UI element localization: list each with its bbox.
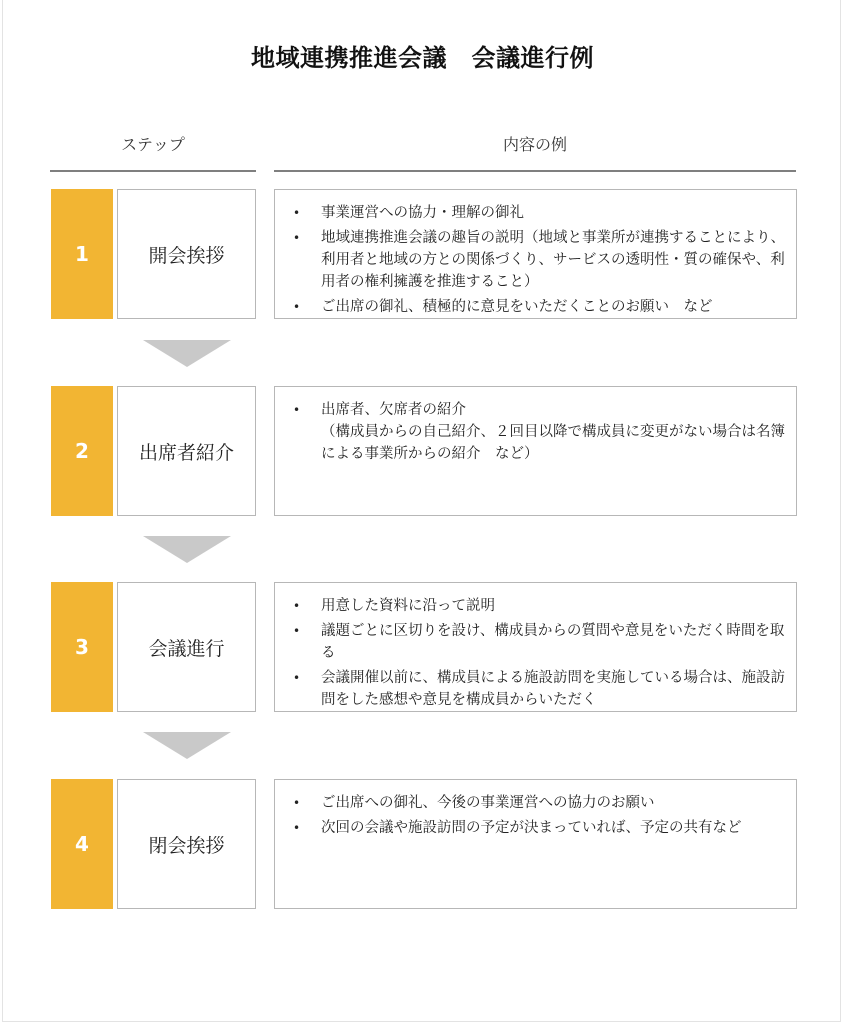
bullet-icon: •	[293, 300, 301, 314]
bullet-icon: •	[293, 403, 301, 417]
list-item: • 会議開催以前に、構成員による施設訪問を実施している場合は、施設訪問をした感想や意見を構成員からいただく	[285, 667, 788, 711]
step-name: 会議進行	[117, 582, 256, 712]
column-header-content: 内容の例	[502, 135, 567, 154]
step-row-1	[0, 189, 845, 319]
step-number: 3	[51, 582, 113, 712]
step-content	[274, 386, 797, 516]
list-item: • 出席者、欠席者の紹介 （構成員からの自己紹介、２回目以降で構成員に変更がない場合は名簿による事業所からの紹介 など）	[285, 399, 788, 465]
header-divider-step	[50, 170, 256, 172]
list-item: • 地域連携推進会議の趣旨の説明（地域と事業所が連携することにより、利用者と地域の方との関係づくり、サービスの透明性・質の確保や、利用者の権利擁護を推進すること）	[285, 227, 788, 293]
bullet-icon: •	[293, 821, 301, 835]
step-row-3	[0, 582, 845, 712]
header-divider-content	[274, 170, 796, 172]
step-row-4	[0, 779, 845, 909]
bullet-icon: •	[293, 599, 301, 613]
list-item: • 用意した資料に沿って説明	[285, 595, 788, 617]
step-name: 閉会挨拶	[117, 779, 256, 909]
bullet-icon: •	[293, 231, 301, 245]
step-number: 2	[51, 386, 113, 516]
list-item: • 事業運営への協力・理解の御礼	[285, 202, 788, 224]
step-name: 開会挨拶	[117, 189, 256, 319]
down-arrow-icon	[143, 732, 231, 759]
step-name: 出席者紹介	[117, 386, 256, 516]
down-arrow-icon	[143, 536, 231, 563]
step-content	[274, 582, 797, 712]
bullet-icon: •	[293, 206, 301, 220]
step-content	[274, 189, 797, 319]
bullet-icon: •	[293, 624, 301, 638]
list-item: • 次回の会議や施設訪問の予定が決まっていれば、予定の共有など	[285, 817, 788, 839]
step-number: 4	[51, 779, 113, 909]
list-item: • ご出席の御礼、積極的に意見をいただくことのお願い など	[285, 296, 788, 318]
bullet-icon: •	[293, 671, 301, 685]
bullet-icon: •	[293, 796, 301, 810]
list-item: • ご出席への御礼、今後の事業運営への協力のお願い	[285, 792, 788, 814]
page-title: 地域連携推進会議 会議進行例	[251, 44, 594, 72]
step-number: 1	[51, 189, 113, 319]
list-item: • 議題ごとに区切りを設け、構成員からの質問や意見をいただく時間を取る	[285, 620, 788, 664]
step-row-2	[0, 386, 845, 516]
step-content	[274, 779, 797, 909]
column-header-step: ステップ	[121, 135, 185, 154]
down-arrow-icon	[143, 340, 231, 367]
